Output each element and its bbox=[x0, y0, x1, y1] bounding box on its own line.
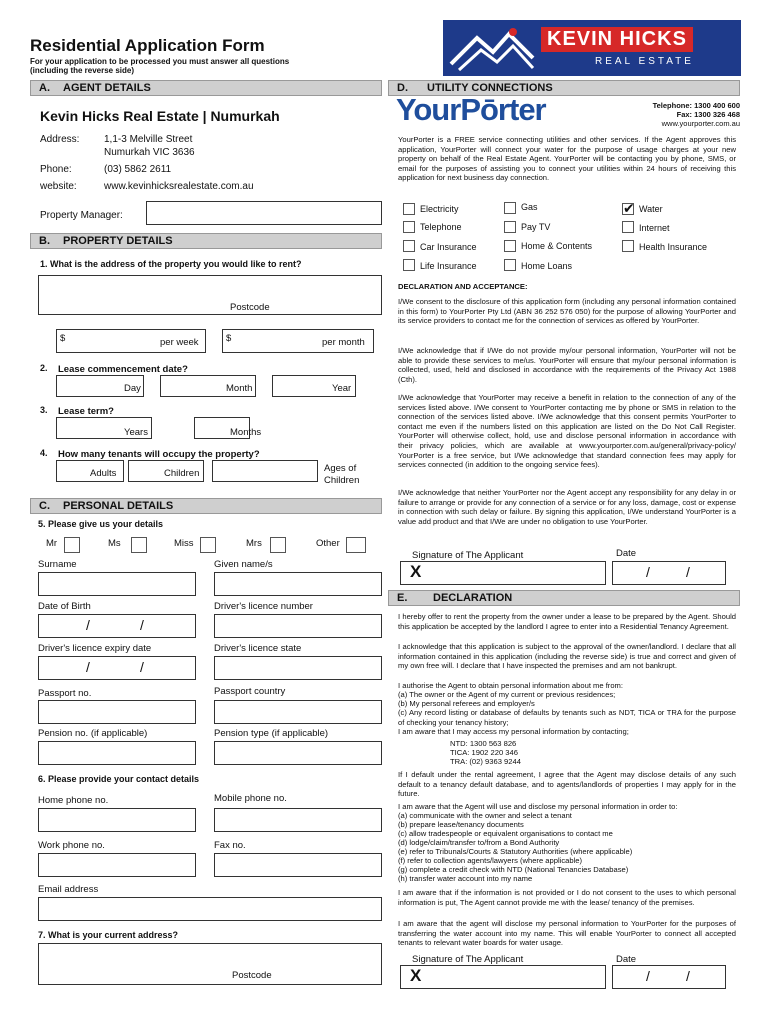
title-other-checkbox[interactable] bbox=[346, 537, 366, 553]
declaration-paragraph-5: I am aware that if the information is not provided or I do not consent to the uses to which personal information is put, The Agent cannot provide me with the lease/ tenancy of the premises. bbox=[398, 888, 736, 907]
question-4-num: 4. bbox=[40, 448, 48, 458]
fax-label: Fax no. bbox=[214, 840, 246, 851]
car-insurance-label: Car Insurance bbox=[420, 242, 477, 252]
porter-fax: Fax: 1300 326 468 bbox=[676, 110, 740, 119]
house-roof-icon bbox=[447, 24, 537, 76]
use-item-c: (c) allow tradespeople or equivalent organisations to contact me bbox=[398, 829, 613, 838]
question-1: 1. What is the address of the property you would like to rent? bbox=[40, 259, 302, 269]
title-other-label: Other bbox=[316, 538, 340, 549]
licence-expiry-label: Driver's licence expiry date bbox=[38, 643, 152, 654]
expiry-slash-1: / bbox=[86, 659, 90, 675]
water-checkbox[interactable] bbox=[622, 203, 634, 215]
expiry-slash-2: / bbox=[140, 659, 144, 675]
porter-date-slash-2: / bbox=[686, 564, 690, 580]
phone-value: (03) 5862 2611 bbox=[104, 164, 172, 175]
porter-signature-x: X bbox=[410, 562, 422, 581]
title-miss-checkbox[interactable] bbox=[200, 537, 216, 553]
porter-paragraph-4: I/We acknowledge that neither YourPorter nor the Agent accept any responsibility for any delay in or failure to arrange or provide for any connection of a service or for any loss, damage, cost or expense in connection with such delay or failure. By signing this application, I/We understand YourPorter is a value add product and that I/We are under no obligation to use YourPorter. bbox=[398, 488, 736, 526]
porter-date-input[interactable] bbox=[612, 561, 726, 585]
declaration-date-slash-1: / bbox=[646, 968, 650, 984]
use-item-f: (f) refer to collection agents/lawyers (where applicable) bbox=[398, 856, 583, 865]
use-item-e: (e) refer to Tribunals/Courts & Statutory Authorities (where applicable) bbox=[398, 847, 633, 856]
ages-of-children-input[interactable] bbox=[212, 460, 318, 482]
home-loans-label: Home Loans bbox=[521, 261, 573, 271]
porter-date-label: Date bbox=[616, 548, 637, 559]
email-input[interactable] bbox=[38, 897, 382, 921]
pension-no-input[interactable] bbox=[38, 741, 196, 765]
email-label: Email address bbox=[38, 884, 99, 895]
passport-country-label: Passport country bbox=[214, 686, 286, 697]
porter-telephone: Telephone: 1300 400 600 bbox=[652, 101, 740, 110]
question-2-num: 2. bbox=[40, 363, 48, 373]
home-contents-label: Home & Contents bbox=[521, 241, 593, 251]
water-label: Water bbox=[639, 204, 663, 214]
declaration-access: I am aware that I may access my personal information by contacting; bbox=[398, 727, 629, 736]
declaration-signature-label: Signature of The Applicant bbox=[412, 954, 524, 965]
section-b-header: B. PROPERTY DETAILS bbox=[30, 233, 382, 249]
question-7: 7. What is your current address? bbox=[38, 930, 179, 940]
licence-state-input[interactable] bbox=[214, 656, 382, 680]
given-name-input[interactable] bbox=[214, 572, 382, 596]
kevin-hicks-logo bbox=[443, 20, 741, 76]
section-c-header: C. PERSONAL DETAILS bbox=[30, 498, 382, 514]
use-item-h: (h) transfer water account into my name bbox=[398, 874, 533, 883]
question-4: How many tenants will occupy the property? bbox=[58, 449, 260, 460]
question-2: Lease commencement date? bbox=[58, 364, 188, 375]
internet-checkbox[interactable] bbox=[622, 221, 634, 233]
question-5: 5. Please give us your details bbox=[38, 519, 164, 529]
passport-no-label: Passport no. bbox=[38, 688, 92, 699]
life-insurance-label: Life Insurance bbox=[420, 261, 477, 271]
form-title: Residential Application Form bbox=[30, 36, 265, 55]
ages-label-1: Ages of bbox=[324, 463, 357, 474]
agency-name: Kevin Hicks Real Estate | Numurkah bbox=[40, 108, 280, 124]
porter-signature-label: Signature of The Applicant bbox=[412, 550, 524, 561]
porter-paragraph-1: I/We consent to the disclosure of this application form (including any personal information contained in this form) to YourPorter Pty Ltd (ABN 36 252 576 050) for the purpose of allowing YourPorter and its service providers to contact me for the connection of services as offered by YourPorter. bbox=[398, 297, 736, 326]
question-3: Lease term? bbox=[58, 406, 114, 417]
use-item-d: (d) lodge/claim/transfer to/from a Bond Authority bbox=[398, 838, 560, 847]
ntd-contact: NTD: 1300 563 826 bbox=[450, 739, 517, 748]
title-mr-checkbox[interactable] bbox=[64, 537, 80, 553]
declaration-paragraph-6: I am aware that the agent will disclose my personal information to YourPorter for the purposes of transferring the water account into my name. This will enable YourPorter to connect all accepted tenants to relevant water boards for water usage. bbox=[398, 919, 736, 948]
declaration-paragraph-4-intro: I am aware that the Agent will use and disclose my personal information in order to: bbox=[398, 802, 678, 811]
electricity-label: Electricity bbox=[420, 204, 459, 214]
phone-label: Phone: bbox=[40, 164, 72, 175]
logo-sub: REAL ESTATE bbox=[595, 56, 694, 67]
passport-country-input[interactable] bbox=[214, 700, 382, 724]
website-label: website: bbox=[40, 181, 77, 192]
form-subtitle-1: For your application to be processed you must answer all questions bbox=[30, 57, 290, 66]
health-insurance-checkbox[interactable] bbox=[622, 240, 634, 252]
mobile-input[interactable] bbox=[214, 808, 382, 832]
licence-state-label: Driver's licence state bbox=[214, 643, 302, 654]
home-phone-label: Home phone no. bbox=[38, 795, 109, 806]
years-label: Years bbox=[124, 427, 148, 438]
home-loans-checkbox[interactable] bbox=[504, 259, 516, 271]
passport-no-input[interactable] bbox=[38, 700, 196, 724]
current-address-input[interactable] bbox=[38, 943, 382, 985]
internet-label: Internet bbox=[639, 223, 670, 233]
home-phone-input[interactable] bbox=[38, 808, 196, 832]
porter-intro: YourPorter is a FREE service connecting utilities and other services. If the Agent approves this application, YourPorter will connect your water for the purpose of usage charges at your new property on behalf of the Real Estate Agent. YourPorter will be contacting you by phone, SMS, or email for the purposes of assisting you to connect your utilities within 24 hours of receiving this application for next business day connection. bbox=[398, 135, 736, 183]
paytv-label: Pay TV bbox=[521, 222, 551, 232]
use-item-b: (b) prepare lease/tenancy documents bbox=[398, 820, 524, 829]
paytv-checkbox[interactable] bbox=[504, 221, 516, 233]
gas-label: Gas bbox=[521, 202, 538, 212]
pension-no-label: Pension no. (if applicable) bbox=[38, 728, 148, 739]
electricity-checkbox[interactable] bbox=[403, 203, 415, 215]
porter-web: www.yourporter.com.au bbox=[661, 119, 740, 128]
month-label: Month bbox=[226, 383, 253, 394]
website-value: www.kevinhicksrealestate.com.au bbox=[104, 181, 254, 192]
declaration-date-input[interactable] bbox=[612, 965, 726, 989]
declaration-paragraph-2: I acknowledge that this application is subject to the approval of the owner/landlord. I declare that all information contained in this application (including the reverse side) is true and correct and given of my own free will. I declare that I have inspected the premises and am not bankrupt. bbox=[398, 642, 736, 671]
tra-contact: TRA: (02) 9363 9244 bbox=[450, 757, 521, 766]
logo-name: KEVIN HICKS bbox=[541, 27, 693, 52]
address-line1: 1,1-3 Melville Street bbox=[104, 134, 193, 145]
given-name-label: Given name/s bbox=[214, 559, 273, 570]
porter-paragraph-3: I/We acknowledge that YourPorter may receive a benefit in relation to the connection of any of the services listed above. I/We consent to YourPorter contacting me by phone or SMS in relation to the connection of the services listed above. I/We acknowledge that this consent permits YourPorter to contact me even if the numbers listed on this application are listed on the Do Not Call Register. YourPorter will otherwise collect, hold, use and disclose personal information in accordance with their privacy policies, which are available at www.yourporter.com.au/general/privacy-policy/ YourPorter is a free service, but I/We acknowledge that standard connection fees may apply for services connected (in addition to the ongoing service fees). bbox=[398, 393, 736, 470]
health-insurance-label: Health Insurance bbox=[639, 242, 708, 252]
declaration-paragraph-3: If I default under the rental agreement, I agree that the Agent may disclose details of any such default to a tenancy default database, and to agents/landlords of properties I may apply for in the future. bbox=[398, 770, 736, 799]
mobile-label: Mobile phone no. bbox=[214, 793, 287, 804]
licence-expiry-input[interactable] bbox=[38, 656, 196, 680]
form-subtitle-2: (including the reverse side) bbox=[30, 66, 135, 75]
licence-number-label: Driver's licence number bbox=[214, 601, 313, 612]
address-label: Address: bbox=[40, 134, 80, 145]
home-contents-checkbox[interactable] bbox=[504, 240, 516, 252]
dollar-month: $ bbox=[226, 333, 232, 344]
declaration-date-slash-2: / bbox=[686, 968, 690, 984]
declaration-signature-x: X bbox=[410, 966, 422, 985]
licence-number-input[interactable] bbox=[214, 614, 382, 638]
title-mrs-checkbox[interactable] bbox=[270, 537, 286, 553]
title-miss-label: Miss bbox=[174, 538, 194, 549]
declaration-paragraph-1: I hereby offer to rent the property from the owner under a lease to be prepared by the Agent. Should this application be accepted by the landlord I agree to enter into a Residential Tenancy Agreement. bbox=[398, 612, 736, 631]
section-e-header: E. DECLARATION bbox=[388, 590, 740, 606]
surname-input[interactable] bbox=[38, 572, 196, 596]
section-d-header: D. UTILITY CONNECTIONS bbox=[388, 80, 740, 96]
property-postcode-label: Postcode bbox=[230, 302, 270, 313]
property-manager-input[interactable] bbox=[146, 201, 382, 225]
months-label: Months bbox=[230, 427, 262, 438]
work-phone-label: Work phone no. bbox=[38, 840, 105, 851]
address-line2: Numurkah VIC 3636 bbox=[104, 147, 195, 158]
gas-checkbox[interactable] bbox=[504, 202, 516, 214]
declaration-item-b: (b) My personal referees and employer/s bbox=[398, 699, 535, 708]
dob-slash-2: / bbox=[140, 617, 144, 633]
use-item-a: (a) communicate with the owner and select a tenant bbox=[398, 811, 572, 820]
tica-contact: TICA: 1902 220 346 bbox=[450, 748, 518, 757]
title-ms-label: Ms bbox=[108, 538, 121, 549]
car-insurance-checkbox[interactable] bbox=[403, 240, 415, 252]
pension-type-label: Pension type (if applicable) bbox=[214, 728, 329, 739]
declaration-date-label: Date bbox=[616, 954, 637, 965]
telephone-label: Telephone bbox=[420, 222, 462, 232]
surname-label: Surname bbox=[38, 559, 77, 570]
declaration-acceptance-heading: DECLARATION AND ACCEPTANCE: bbox=[398, 282, 528, 291]
dollar-week: $ bbox=[60, 333, 66, 344]
title-ms-checkbox[interactable] bbox=[131, 537, 147, 553]
section-a-header: A. AGENT DETAILS bbox=[30, 80, 382, 96]
children-label: Children bbox=[164, 468, 200, 479]
work-phone-input[interactable] bbox=[38, 853, 196, 877]
fax-input[interactable] bbox=[214, 853, 382, 877]
pension-type-input[interactable] bbox=[214, 741, 382, 765]
life-insurance-checkbox[interactable] bbox=[403, 259, 415, 271]
dob-input[interactable] bbox=[38, 614, 196, 638]
current-postcode-label: Postcode bbox=[232, 970, 272, 981]
yourporter-logo: YourPōrter bbox=[396, 92, 546, 127]
declaration-authorise: I authorise the Agent to obtain personal information about me from: bbox=[398, 681, 623, 690]
per-week-label: per week bbox=[160, 337, 199, 348]
title-mr-label: Mr bbox=[46, 538, 58, 549]
adults-label: Adults bbox=[90, 468, 117, 479]
dob-label: Date of Birth bbox=[38, 601, 91, 612]
telephone-checkbox[interactable] bbox=[403, 221, 415, 233]
ages-label-2: Children bbox=[324, 475, 360, 486]
declaration-item-a: (a) The owner or the Agent of my current or previous residences; bbox=[398, 690, 616, 699]
property-manager-label: Property Manager: bbox=[40, 210, 123, 221]
question-3-num: 3. bbox=[40, 405, 48, 415]
question-6: 6. Please provide your contact details bbox=[38, 774, 200, 784]
porter-paragraph-2: I/We acknowledge that if I/We do not provide my/our personal information, YourPorter will not be able to provide these services to me/us. YourPorter will ensure that my/our personal information is collected, used, held and disclosed in accordance with the requirements of the Privacy Act 1988 (Cth). bbox=[398, 346, 736, 384]
per-month-label: per month bbox=[322, 337, 365, 348]
porter-date-slash-1: / bbox=[646, 564, 650, 580]
day-label: Day bbox=[124, 383, 141, 394]
year-label: Year bbox=[332, 383, 352, 394]
declaration-item-c: (c) Any record listing or database of defaults by tenants such as NDT, TICA or TRA for the purpose of checking your tenancy history; bbox=[398, 708, 736, 727]
use-item-g: (g) complete a credit check with NTD (National Tenancies Database) bbox=[398, 865, 629, 874]
declaration-signature-input[interactable] bbox=[400, 965, 606, 989]
property-address-input[interactable] bbox=[38, 275, 382, 315]
dob-slash-1: / bbox=[86, 617, 90, 633]
porter-signature-input[interactable] bbox=[400, 561, 606, 585]
title-mrs-label: Mrs bbox=[246, 538, 262, 549]
